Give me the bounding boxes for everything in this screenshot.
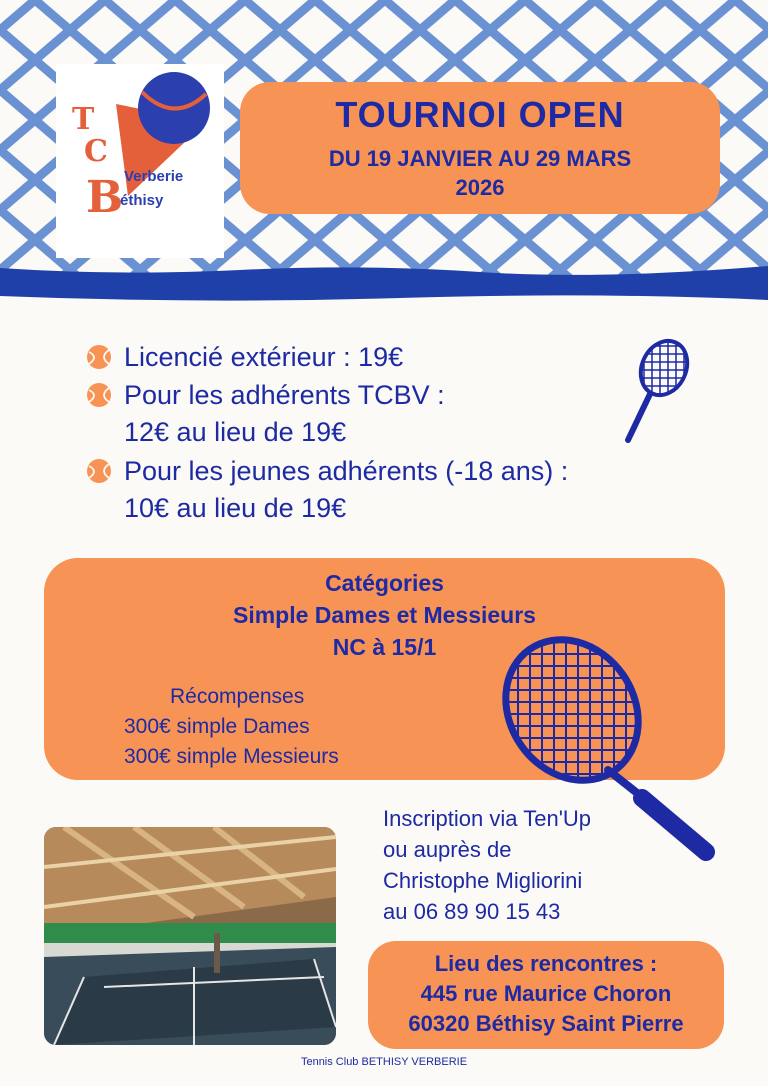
dates-line-2: 2026 (455, 175, 505, 200)
categories-line-1: Simple Dames et Messieurs (233, 602, 536, 628)
categories-line-2: NC à 15/1 (332, 634, 437, 660)
tennis-racket-small-icon (616, 336, 696, 448)
logo-letter-b: B (86, 172, 124, 223)
logo-word-verberie: Verberie (124, 168, 184, 185)
dates-line-1: DU 19 JANVIER AU 29 MARS (328, 146, 632, 171)
tennis-ball-logo-icon (56, 64, 224, 258)
registration-line: ou auprès de (383, 837, 512, 862)
indoor-court-photo (44, 827, 336, 1045)
price-line-detail: 10€ au lieu de 19€ (124, 493, 347, 523)
page-title: TOURNOI OPEN (335, 94, 625, 135)
price-line-detail: 12€ au lieu de 19€ (124, 417, 347, 447)
price-line: Pour les adhérents TCBV : (124, 380, 445, 410)
tennis-ball-icon (86, 458, 112, 484)
registration-info (383, 803, 591, 927)
venue-city: 60320 Béthisy Saint Pierre (408, 1011, 684, 1036)
club-logo (56, 64, 224, 258)
tennis-ball-icon (86, 382, 112, 408)
reward-item: 300€ simple Dames (124, 715, 310, 738)
tournament-dates (240, 144, 720, 202)
rewards-title: Récompenses (170, 685, 305, 708)
title-banner (240, 82, 720, 214)
price-line: Licencié extérieur : 19€ (124, 342, 404, 372)
logo-letter-t: T (72, 102, 95, 137)
logo-letter-c: C (84, 134, 108, 169)
price-line: Pour les jeunes adhérents (-18 ans) : (124, 456, 569, 486)
reward-item: 300€ simple Messieurs (124, 745, 339, 768)
tennis-ball-icon (86, 344, 112, 370)
venue-heading: Lieu des rencontres : (434, 951, 658, 976)
registration-line: Inscription via Ten'Up (383, 806, 592, 831)
venue-panel (368, 941, 724, 1049)
venue-street: 445 rue Maurice Choron (420, 981, 672, 1006)
categories-heading: Catégories (325, 570, 444, 596)
registration-contact-name: Christophe Migliorini (383, 868, 583, 893)
footer-club-name: Tennis Club BETHISY VERBERIE (300, 1056, 468, 1068)
registration-phone: au 06 89 90 15 43 (383, 899, 561, 924)
logo-word-bethisy: éthisy (120, 192, 164, 209)
